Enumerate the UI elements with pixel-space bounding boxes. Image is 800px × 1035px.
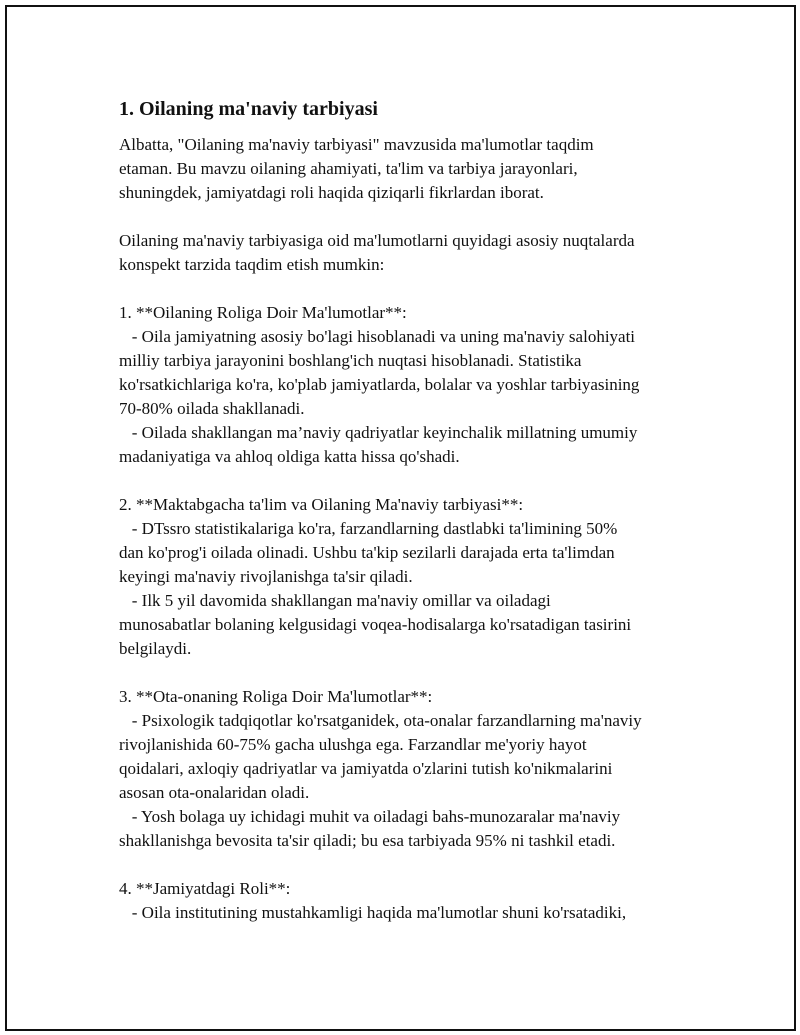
paragraph-spacer — [119, 853, 699, 877]
section-body: - DTssro statistikalariga ko'ra, farzandlarning dastlabki ta'limining 50% dan ko'prog'i oilada olinadi. Ushbu ta'kip sezilarli darajada erta ta'limdan keyingi ma'naviy rivojlanishga ta'sir qiladi. - Ilk 5 yil davomida shakllangan ma'naviy omillar va oiladagi munosabatlar bolaning kelgusidagi voqea-hodisalarga ko'rsatadigan tasirini belgilaydi. — [119, 519, 632, 658]
section-heading: 4. **Jamiyatdagi Roli**: — [119, 879, 291, 898]
lead-paragraph: Oilaning ma'naviy tarbiyasiga oid ma'lumotlarni quyidagi asosiy nuqtalarda konspekt tarzida taqdim etish mumkin: — [119, 231, 635, 274]
section-body: - Psixologik tadqiqotlar ko'rsatganidek, ota-onalar farzandlarning ma'naviy rivojlanishida 60-75% gacha ulushga ega. Farzandlar me'yoriy hayot qoidalari, axloqiy qadriyatlar va jamiyatda o'zlarini tutish ko'nikmalarini asosan ota-onalaridan oladi. - Yosh bolaga uy ichidagi muhit va oiladagi bahs-munozaralar ma'naviy shakllanishga bevosita ta'sir qiladi; bu esa tarbiyada 95% ni tashkil etadi. — [119, 711, 642, 850]
section-heading: 3. **Ota-onaning Roliga Doir Ma'lumotlar**: — [119, 687, 433, 706]
document-content — [119, 95, 699, 925]
section-heading: 1. **Oilaning Roliga Doir Ma'lumotlar**: — [119, 303, 407, 322]
document-page — [5, 5, 796, 1031]
section-body: - Oila institutining mustahkamligi haqida ma'lumotlar shuni ko'rsatadiki, — [119, 903, 627, 922]
intro-paragraph: Albatta, "Oilaning ma'naviy tarbiyasi" mavzusida ma'lumotlar taqdim etaman. Bu mavzu oilaning ahamiyati, ta'lim va tarbiya jarayonlari, shuningdek, jamiyatdagi roli haqida qiziqarli fikrlardan iborat. — [119, 135, 594, 202]
paragraph-spacer — [119, 469, 699, 493]
paragraph-spacer — [119, 277, 699, 301]
paragraph-spacer — [119, 661, 699, 685]
paragraph-spacer — [119, 205, 699, 229]
section-body: - Oila jamiyatning asosiy bo'lagi hisoblanadi va uning ma'naviy salohiyati milliy tarbiya jarayonini boshlang'ich nuqtasi hisoblanadi. Statistika ko'rsatkichlariga ko'ra, ko'plab jamiyatlarda, bolalar va yoshlar tarbiyasining 70-80% oilada shakllanadi. - Oilada shakllangan ma’naviy qadriyatlar keyinchalik millatning umumiy madaniyatiga va ahloq oldiga katta hissa qo'shadi. — [119, 327, 640, 466]
document-title: 1. Oilaning ma'naviy tarbiyasi — [119, 98, 378, 120]
section-heading: 2. **Maktabgacha ta'lim va Oilaning Ma'naviy tarbiyasi**: — [119, 495, 524, 514]
